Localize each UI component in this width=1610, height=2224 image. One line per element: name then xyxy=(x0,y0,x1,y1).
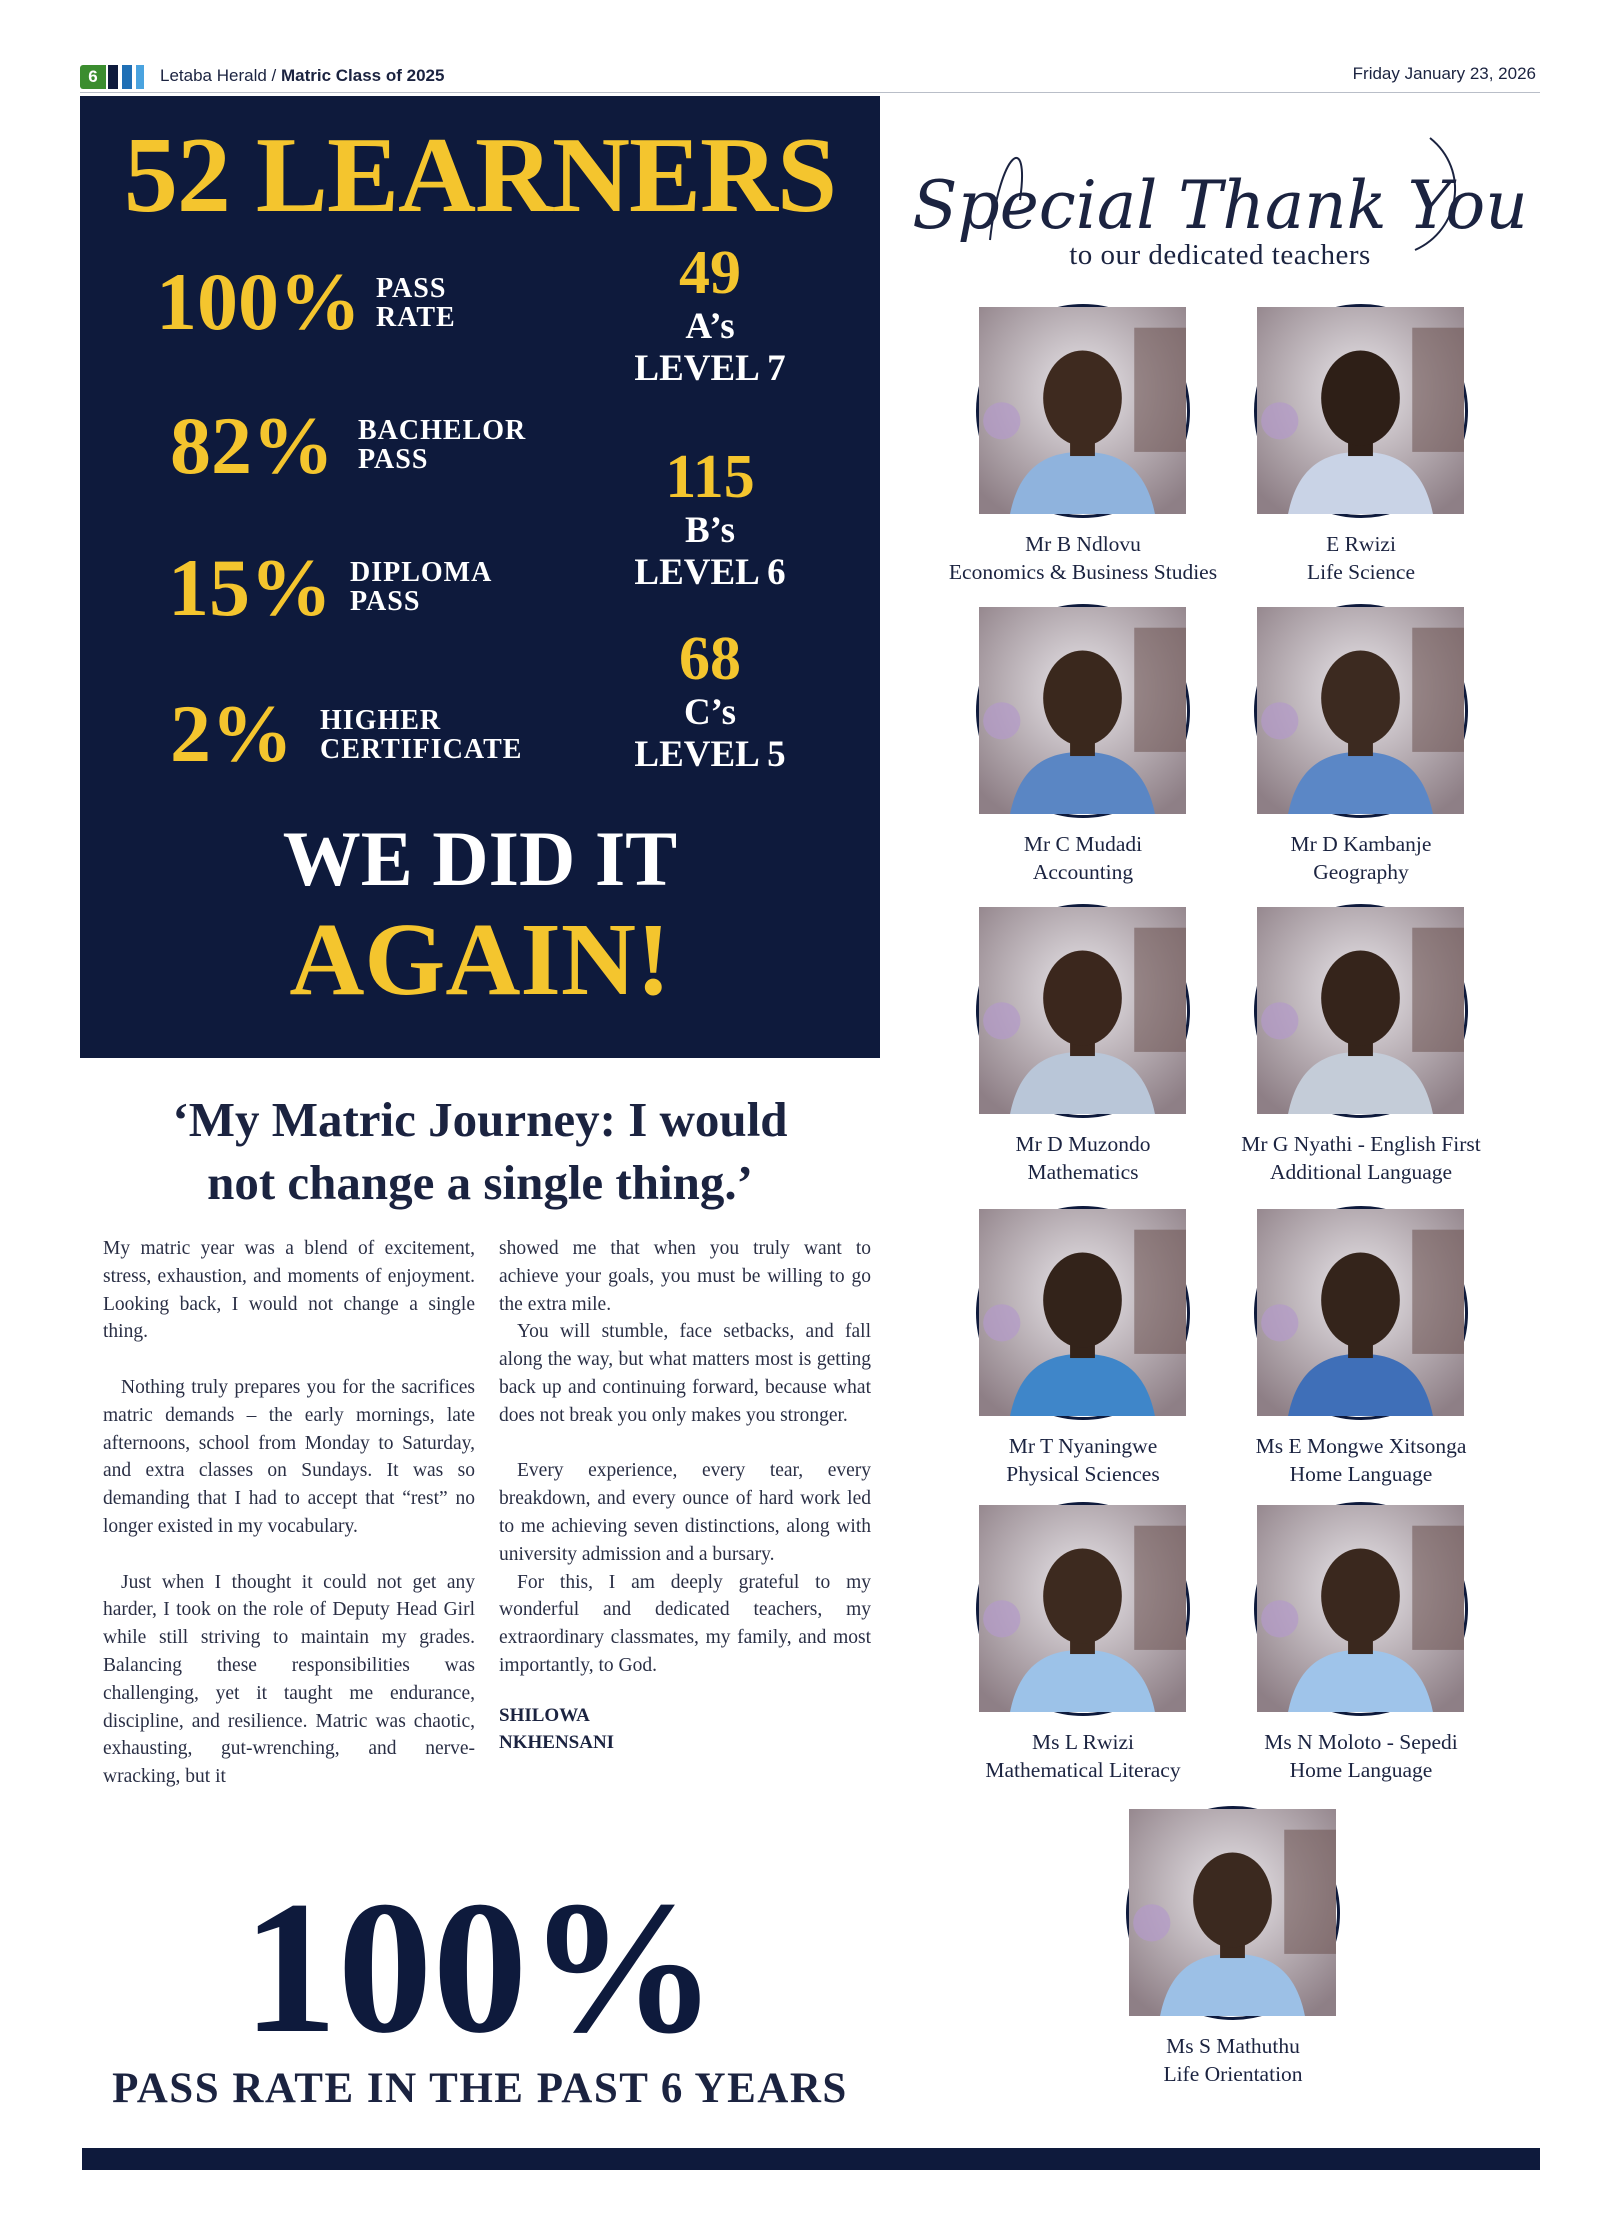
teacher-photo xyxy=(1254,1502,1468,1716)
pass-rate-label xyxy=(376,274,456,332)
teacher-portrait-icon xyxy=(979,607,1186,814)
article-paragraph: For this, I am deeply grateful to my wonderful and dedicated teachers, my extraordinary classmates, my family, and most importantly, to God. xyxy=(499,1571,871,1676)
teacher-subject: Additional Language xyxy=(1269,1160,1453,1184)
bachelor-pass-label xyxy=(358,416,526,474)
article-paragraph: Every experience, every tear, every breakdown, and every ounce of hard work led to me achieving seven distinctions, along with university admission and a bursary. xyxy=(499,1460,871,1565)
teacher-portrait-icon xyxy=(1257,907,1464,1114)
teacher-photo xyxy=(976,1206,1190,1420)
teacher-photo xyxy=(1254,904,1468,1118)
level-6-label: LEVEL 6 xyxy=(634,552,786,593)
special-thank-you-text: Special Thank You xyxy=(912,167,1528,244)
teacher-name: E Rwizi xyxy=(1326,532,1396,556)
teacher-portrait-icon xyxy=(1257,1209,1464,1416)
teacher-subject: Geography xyxy=(1313,860,1409,884)
article-byline xyxy=(499,1702,871,1756)
teacher-portrait-icon xyxy=(1257,1505,1464,1712)
teacher-portrait-icon xyxy=(979,307,1186,514)
level-5-group xyxy=(580,626,840,776)
teacher-portrait-icon xyxy=(979,907,1186,1114)
teacher-caption xyxy=(923,830,1243,886)
teacher-caption xyxy=(1073,2032,1393,2088)
footer-bar xyxy=(82,2148,1540,2170)
teacher-subject: Accounting xyxy=(1032,860,1134,884)
article-title xyxy=(80,1088,880,1214)
bachelor-pass-label-1: BACHELOR xyxy=(358,415,527,446)
publication-name: Letaba Herald xyxy=(160,66,267,85)
level-6-grade: B’s xyxy=(684,510,736,551)
level-7-label: LEVEL 7 xyxy=(634,348,786,389)
teacher-subject: Home Language xyxy=(1289,1462,1433,1486)
page-number: 6 xyxy=(80,65,106,89)
article-title-line-1: ‘My Matric Journey: I would xyxy=(172,1092,788,1147)
teacher-caption xyxy=(1201,1432,1521,1488)
teacher-name: Mr D Muzondo xyxy=(1015,1132,1151,1156)
article-column-1 xyxy=(103,1235,475,1791)
author-first-line: SHILOWA xyxy=(499,1704,590,1726)
teacher-portrait-icon xyxy=(1257,307,1464,514)
higher-certificate-label xyxy=(320,706,522,764)
teacher-photo xyxy=(976,604,1190,818)
teacher-photo xyxy=(1126,1806,1340,2020)
level-6-count: 115 xyxy=(665,443,755,511)
header-color-block-blue xyxy=(122,65,132,89)
teacher-portrait-icon xyxy=(979,1209,1186,1416)
special-thank-you-title xyxy=(912,110,1528,260)
level-5-count: 68 xyxy=(679,625,741,693)
teacher-caption xyxy=(923,530,1243,586)
stats-panel xyxy=(80,96,880,1058)
teacher-subject: Home Language xyxy=(1289,1758,1433,1782)
pass-rate-label-1: PASS xyxy=(376,273,447,304)
pass-rate-value: 100% xyxy=(156,256,361,347)
teacher-name: Mr D Kambanje xyxy=(1290,832,1432,856)
publication-separator: / xyxy=(266,66,281,85)
slogan-line-2: AGAIN! xyxy=(289,902,671,1017)
six-year-pass-rate-value: 100% xyxy=(242,1863,718,2073)
higher-certificate-label-1: HIGHER xyxy=(320,705,442,736)
issue-date: Friday January 23, 2026 xyxy=(1352,64,1536,83)
article-paragraph: My matric year was a blend of excitement, stress, exhaustion, and moments of enjoyment. Looking back, I would not change a single thing. xyxy=(103,1238,475,1343)
higher-certificate-label-2: CERTIFICATE xyxy=(320,734,523,765)
slogan-line-1: WE DID IT xyxy=(282,815,678,902)
teacher-name: Ms E Mongwe Xitsonga xyxy=(1255,1434,1467,1458)
teacher-subject: Life Orientation xyxy=(1163,2062,1303,2086)
article-paragraph: Nothing truly prepares you for the sacrifices matric demands – the early mornings, late afternoons, school from Monday to Saturday, and extra classes on Sundays. It was so demanding that I had to accept that “rest” no longer existed in my vocabulary. xyxy=(103,1376,475,1537)
level-6-group xyxy=(580,444,840,594)
bachelor-pass-value: 82% xyxy=(170,400,334,491)
six-year-pass-rate-caption: PASS RATE IN THE PAST 6 YEARS xyxy=(112,2065,848,2112)
teacher-portrait-icon xyxy=(1129,1809,1336,2016)
teacher-name: Ms L Rwizi xyxy=(1032,1730,1134,1754)
article-column-2 xyxy=(499,1235,871,1756)
level-7-group xyxy=(580,240,840,390)
section-name: Matric Class of 2025 xyxy=(280,66,445,85)
header-color-block-light xyxy=(136,65,144,89)
article-paragraph: You will stumble, face setbacks, and fall along the way, but what matters most is getting back up and continuing forward, because what does not break you only makes you stronger. xyxy=(499,1321,871,1426)
teacher-name: Mr T Nyaningwe xyxy=(1008,1434,1158,1458)
diploma-pass-label xyxy=(350,558,492,616)
bachelor-pass-label-2: PASS xyxy=(358,444,429,475)
teacher-photo xyxy=(1254,304,1468,518)
level-7-grade: A’s xyxy=(685,306,735,347)
publication-line xyxy=(160,66,444,86)
teacher-subject: Physical Sciences xyxy=(1006,1462,1160,1486)
diploma-pass-value: 15% xyxy=(168,542,332,633)
diploma-pass-label-2: PASS xyxy=(350,586,421,617)
level-5-grade: C’s xyxy=(683,692,737,733)
learners-headline: 52 LEARNERS xyxy=(123,116,837,235)
teacher-caption xyxy=(1201,530,1521,586)
teacher-portrait-icon xyxy=(1257,607,1464,814)
article-paragraph: Just when I thought it could not get any harder, I took on the role of Deputy Head Girl while still striving to maintain my grades. Balancing these responsibilities was challenging, yet it taught me endurance, discipline, and resilience. Matric was chaotic, exhausting, gut-wrenching, and nerve-wracking, but it xyxy=(103,1571,475,1788)
page-header xyxy=(80,62,1540,93)
level-7-count: 49 xyxy=(679,239,741,307)
teacher-caption xyxy=(1201,1130,1521,1186)
diploma-pass-label-1: DIPLOMA xyxy=(350,557,493,588)
teacher-name: Ms S Mathuthu xyxy=(1166,2034,1300,2058)
teacher-photo xyxy=(1254,1206,1468,1420)
teacher-caption xyxy=(1201,1728,1521,1784)
teacher-caption xyxy=(923,1432,1243,1488)
teacher-caption xyxy=(923,1130,1243,1186)
teacher-name: Mr G Nyathi - English First xyxy=(1241,1132,1481,1156)
teacher-caption xyxy=(923,1728,1243,1784)
article-title-line-2: not change a single thing.’ xyxy=(207,1155,753,1210)
teacher-photo xyxy=(976,1502,1190,1716)
pass-rate-label-2: RATE xyxy=(376,302,456,333)
article-paragraph: showed me that when you truly want to achieve your goals, you must be willing to go the extra mile. xyxy=(499,1238,871,1315)
teacher-name: Ms N Moloto - Sepedi xyxy=(1264,1730,1458,1754)
teacher-name: Mr C Mudadi xyxy=(1023,832,1143,856)
teacher-portrait-icon xyxy=(979,1505,1186,1712)
teacher-subject: Economics & Business Studies xyxy=(948,560,1218,584)
thank-you-subtitle: to our dedicated teachers xyxy=(1069,239,1371,271)
teacher-photo xyxy=(976,904,1190,1118)
header-color-block-navy xyxy=(108,65,118,89)
teacher-photo xyxy=(976,304,1190,518)
higher-certificate-value: 2% xyxy=(170,688,293,779)
author-second-line: NKHENSANI xyxy=(499,1731,615,1753)
teacher-subject: Life Science xyxy=(1306,560,1416,584)
level-5-label: LEVEL 5 xyxy=(634,734,786,775)
teacher-photo xyxy=(1254,604,1468,818)
teacher-caption xyxy=(1201,830,1521,886)
teacher-name: Mr B Ndlovu xyxy=(1025,532,1141,556)
teacher-subject: Mathematics xyxy=(1027,1160,1139,1184)
teacher-subject: Mathematical Literacy xyxy=(985,1758,1181,1782)
